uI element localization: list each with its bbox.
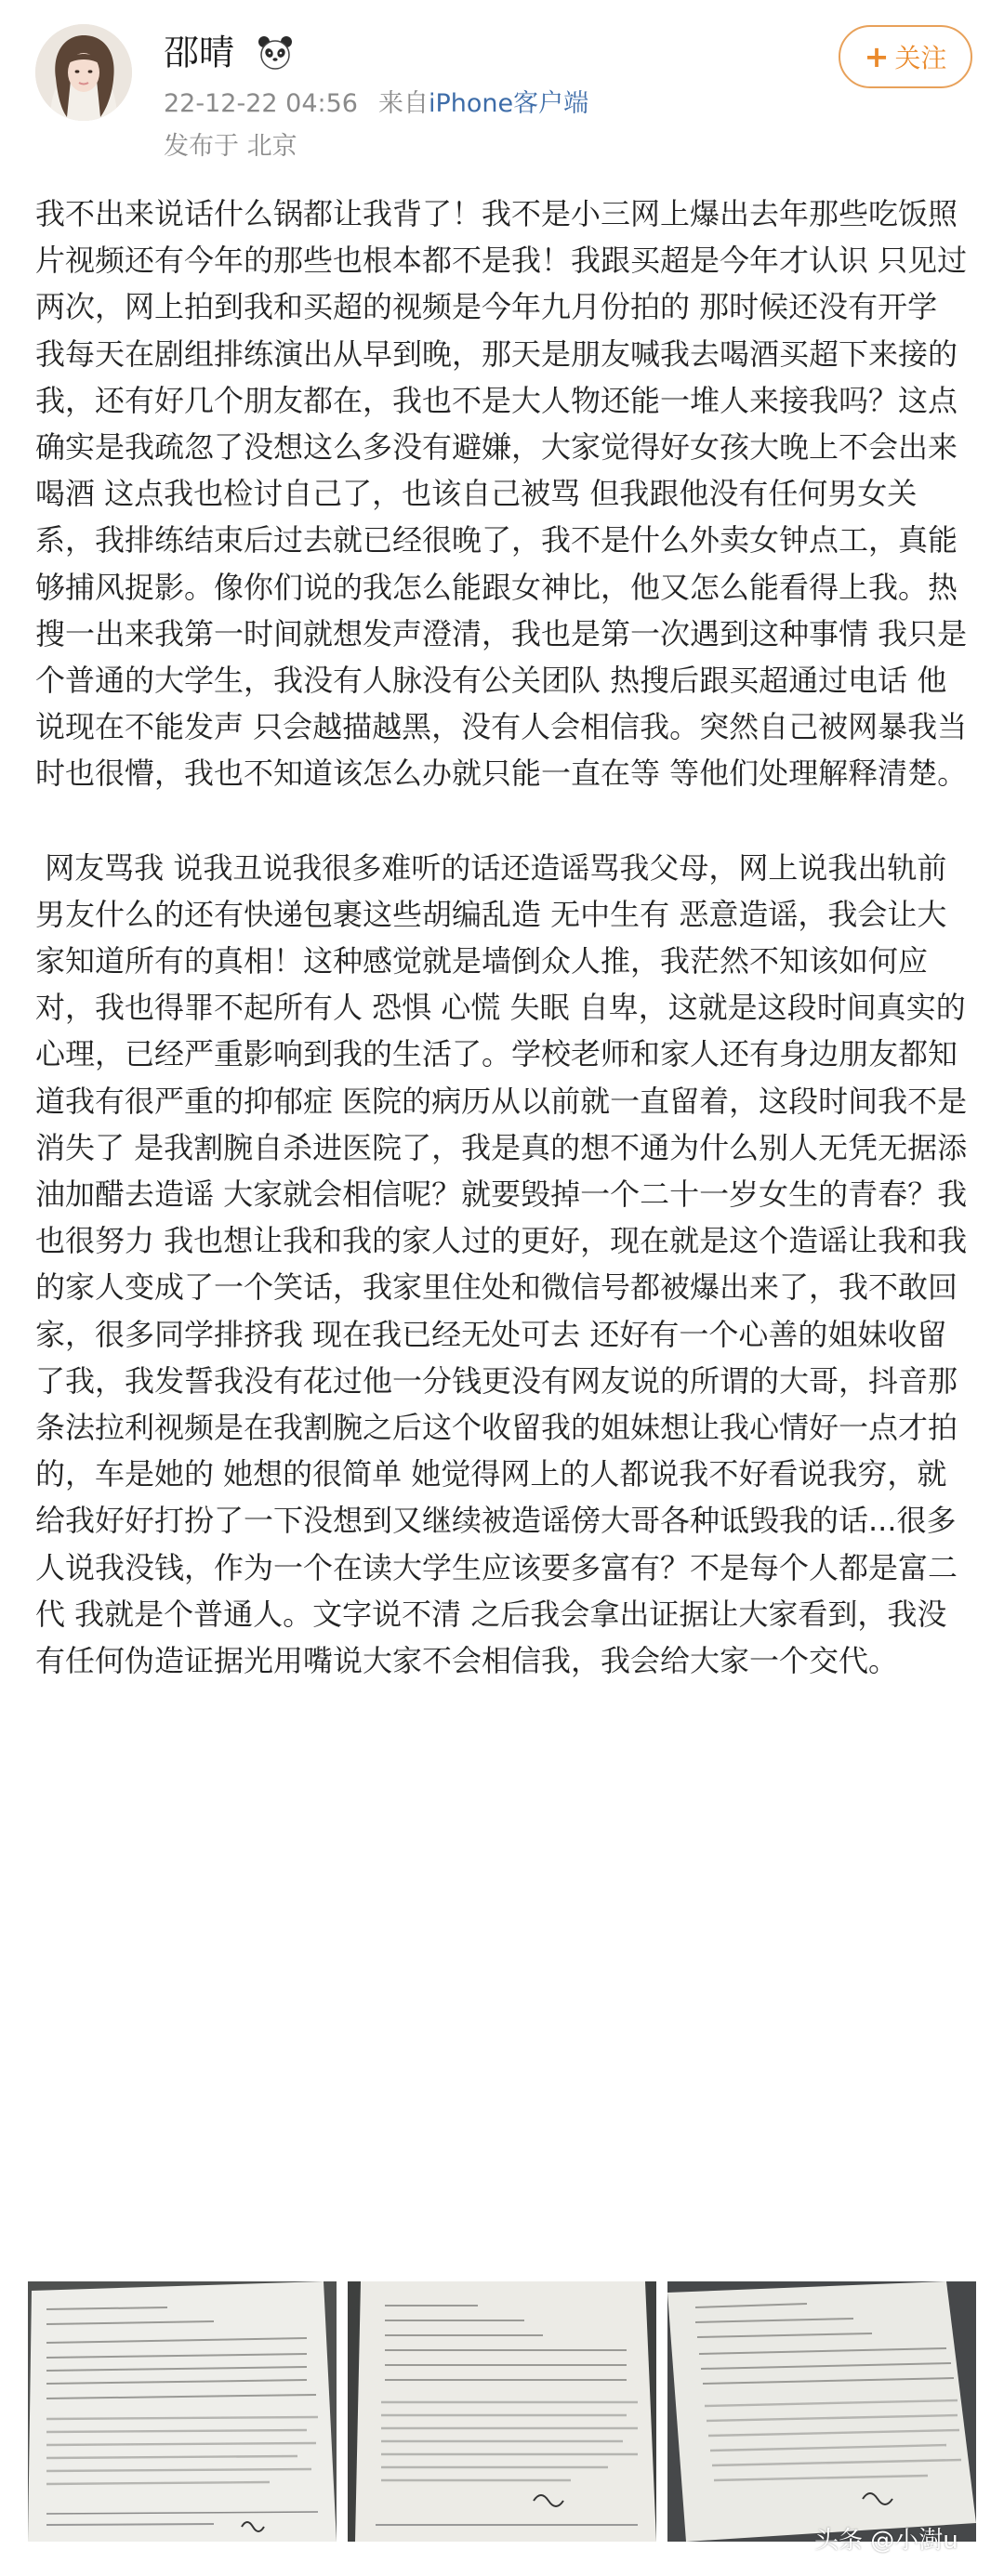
source-prefix: 来自	[377, 89, 429, 118]
document-photo-image	[348, 2281, 656, 2542]
post-content	[35, 191, 974, 1684]
medical-record-photo-1[interactable]	[28, 2281, 337, 2542]
post-meta	[164, 87, 588, 121]
avatar-image	[35, 24, 132, 121]
username-row	[164, 26, 294, 77]
follow-button-label: 关注	[894, 43, 947, 73]
avatar[interactable]	[35, 24, 132, 121]
document-photo-image	[667, 2281, 976, 2542]
username[interactable]: 邵晴	[164, 32, 235, 73]
medical-record-photo-2[interactable]	[348, 2281, 656, 2542]
source-client-link[interactable]: iPhone客户端	[428, 89, 589, 118]
document-photo-image	[28, 2281, 337, 2542]
plus-icon: +	[864, 39, 890, 74]
photo-grid	[28, 2281, 976, 2542]
follow-button[interactable]	[839, 25, 972, 88]
panda-icon	[257, 34, 294, 72]
post-paragraph: 我不出来说话什么锅都让我背了！我不是小三网上爆出去年那些吃饭照片视频还有今年的那些也根本都不是我！我跟买超是今年才认识 只见过两次，网上拍到我和买超的视频是今年九月份拍的 那时候还没有开学 我每天在剧组排练演出从早到晚，那天是朋友喊我去喝酒买超下来接的我，还有好几个朋友都在，我也不是大人物还能一堆人来接我吗？这点确实是我疏忽了没想这么多没有避嫌，大家觉得好女孩大晚上不会出来喝酒 这点我也检讨自己了，也该自己被骂 但我跟他没有任何男女关系，我排练结束后过去就已经很晚了，我不是什么外卖女钟点工，真能够捕风捉影。像你们说的我怎么能跟女神比，他又怎么能看得上我。热搜一出来我第一时间就想发声澄清，我也是第一次遇到这种事情 我只是个普通的大学生，我没有人脉没有公关团队 热搜后跟买超通过电话 他说现在不能发声 只会越描越黑，没有人会相信我。突然自己被网暴我当时也很懵，我也不知道该怎么办就只能一直在等 等他们处理解释清楚。	[35, 196, 968, 792]
post-timestamp: 22-12-22 04:56	[164, 89, 358, 118]
post-location: 发布于 北京	[164, 132, 297, 161]
post-header	[0, 0, 1004, 172]
post-paragraph: 网友骂我 说我丑说我很多难听的话还造谣骂我父母，网上说我出轨前男友什么的还有快递包裹这些胡编乱造 无中生有 恶意造谣，我会让大家知道所有的真相！这种感觉就是墙倒众人推，我茫然不知该如何应对，我也得罪不起所有人 恐惧 心慌 失眠 自卑，这就是这段时间真实的心理，已经严重影响到我的生活了。学校老师和家人还有身边朋友都知道我有很严重的抑郁症 医院的病历从以前就一直留着，这段时间我不是消失了 是我割腕自杀进医院了，我是真的想不通为什么别人无凭无据添油加醋去造谣 大家就会相信呢？就要毁掉一个二十一岁女生的青春？我也很努力 我也想让我和我的家人过的更好，现在就是这个造谣让我和我的家人变成了一个笑话，我家里住处和微信号都被爆出来了，我不敢回家，很多同学排挤我 现在我已经无处可去 还好有一个心善的姐妹收留了我，我发誓我没有花过他一分钱更没有网友说的所谓的大哥，抖音那条法拉利视频是在我割腕之后这个收留我的姐妹想让我心情好一点才拍的，车是她的 她想的很简单 她觉得网上的人都说我不好看说我穷，就给我好好打扮了一下没想到又继续被造谣傍大哥各种诋毁我的话...很多人说我没钱，作为一个在读大学生应该要多富有？不是每个人都是富二代 我就是个普通人。文字说不清 之后我会拿出证据让大家看到，我没有任何伪造证据光用嘴说大家不会相信我，我会给大家一个交代。	[35, 849, 968, 1679]
medical-record-photo-3[interactable]	[667, 2281, 976, 2542]
watermark: 头条 @小澍u	[814, 2527, 958, 2555]
